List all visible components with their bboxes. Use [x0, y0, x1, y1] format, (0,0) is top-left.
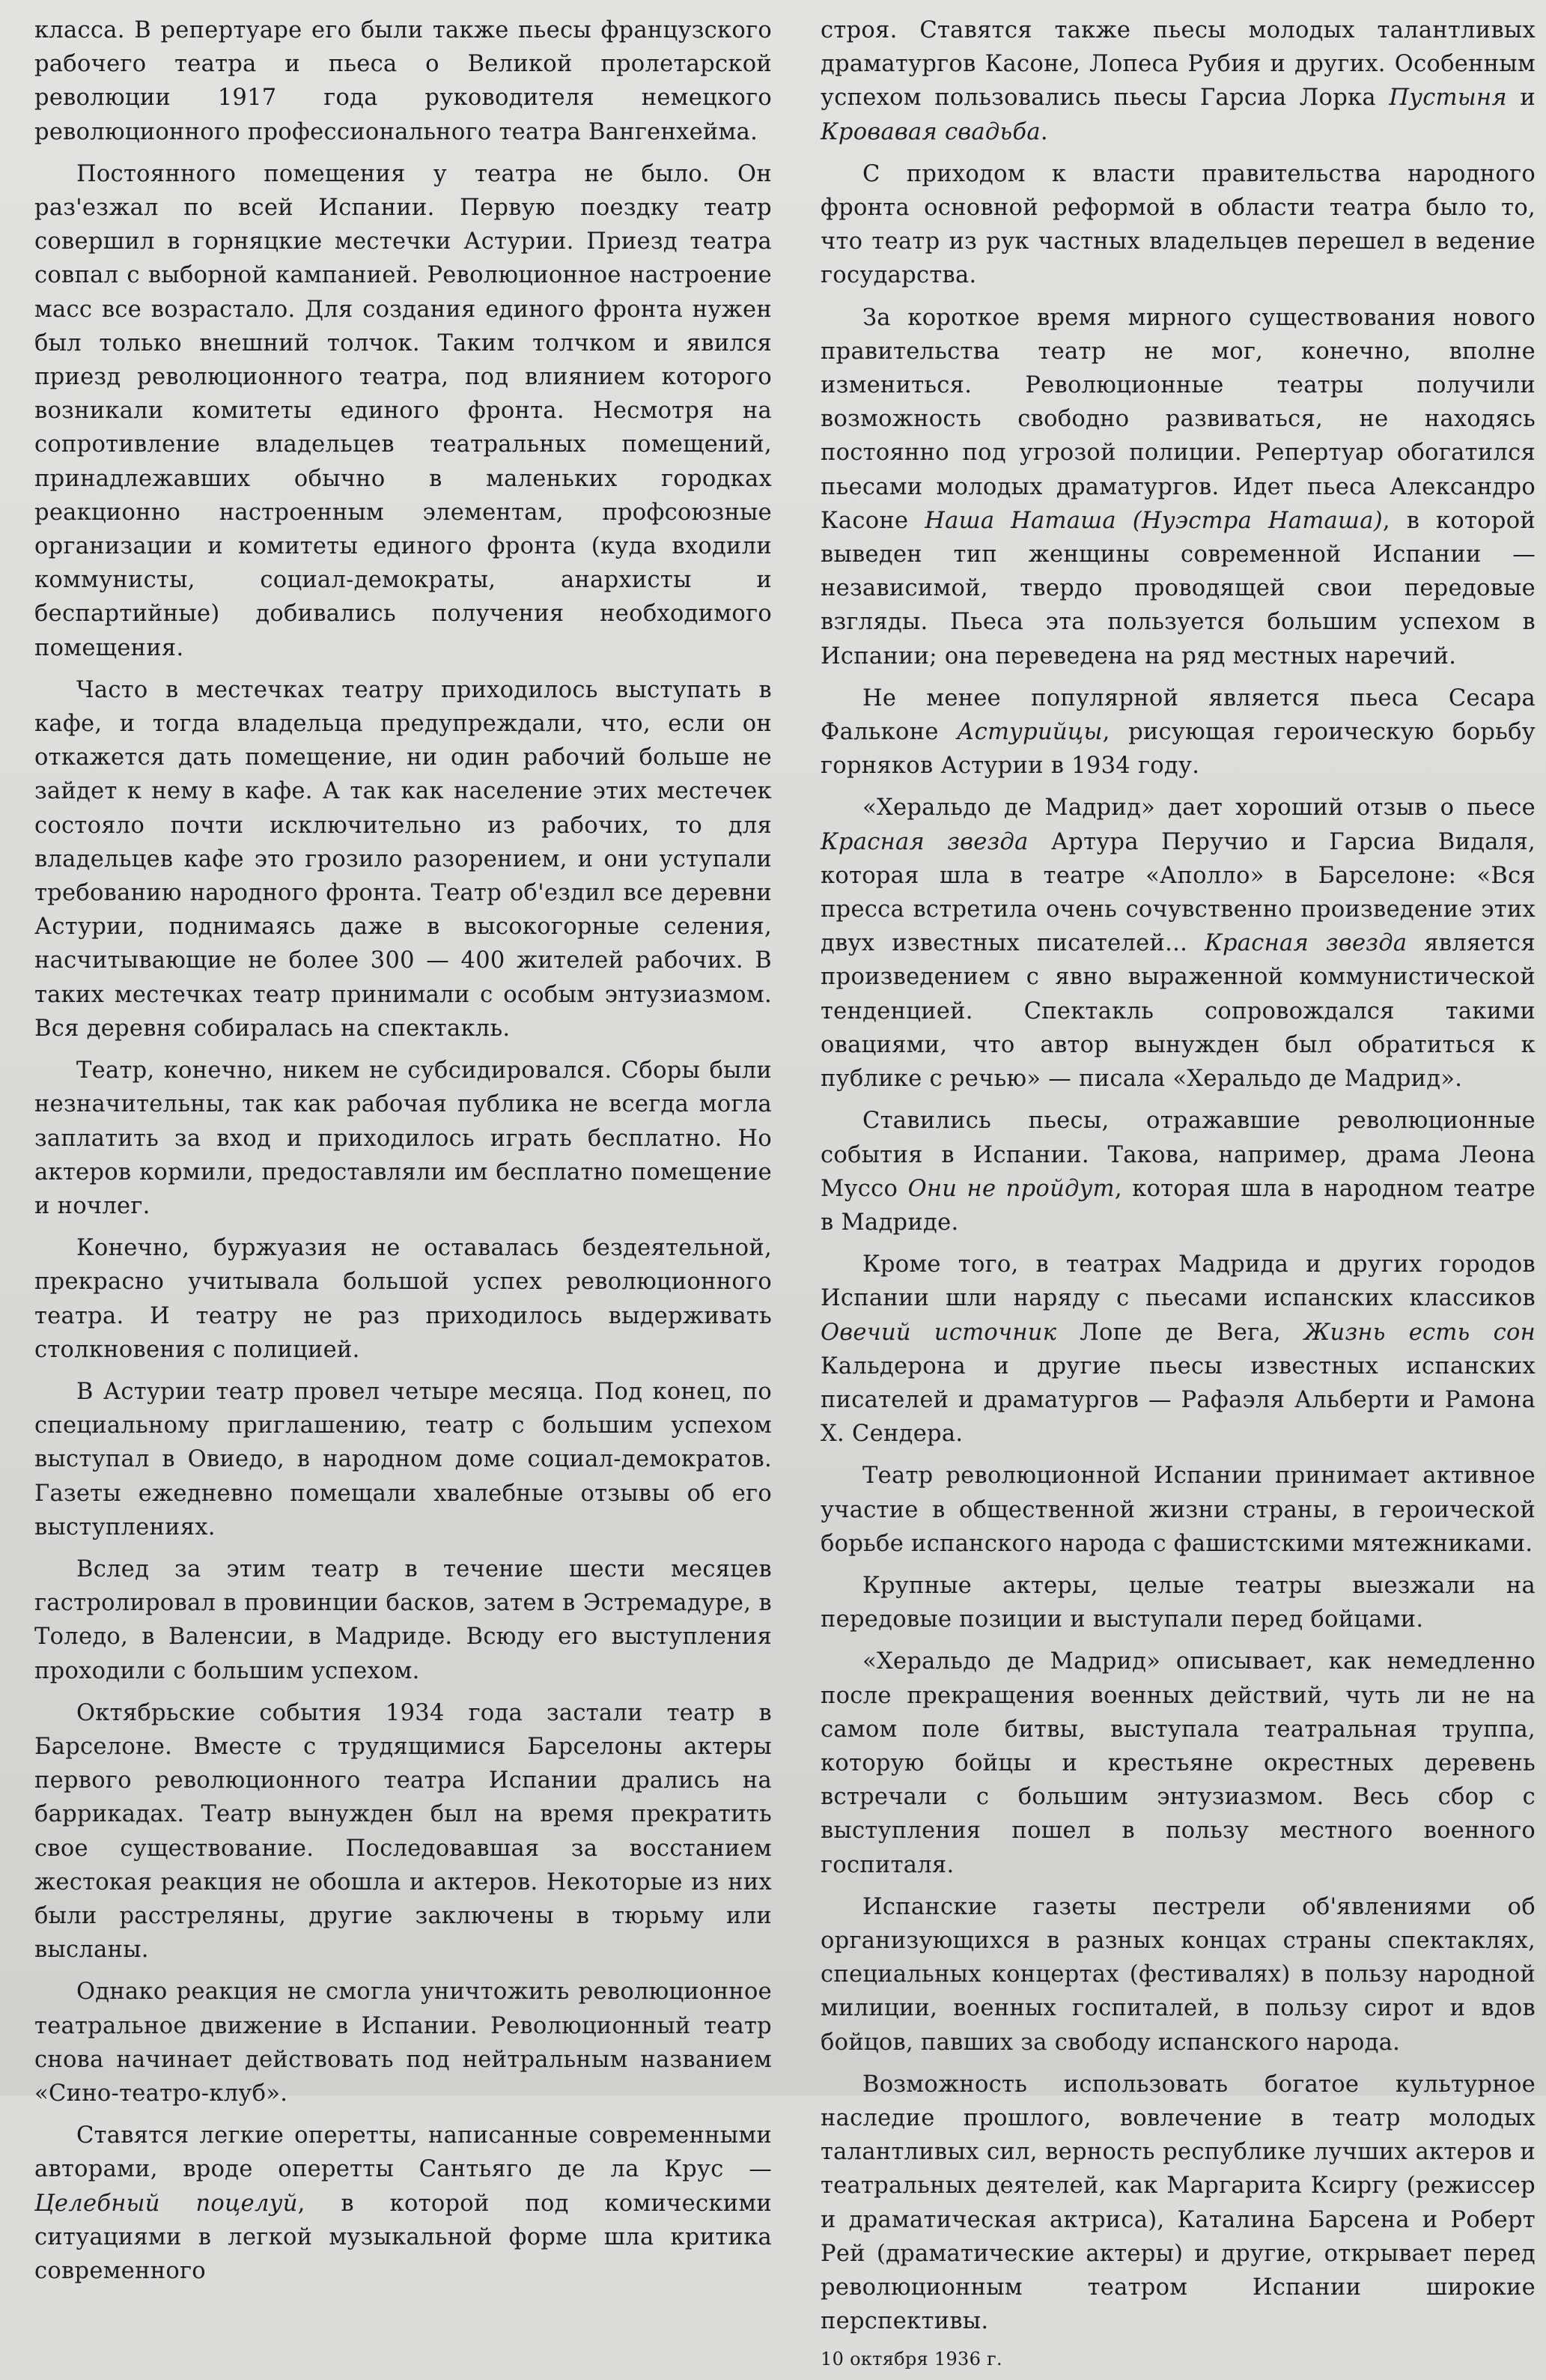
paragraph: Конечно, буржуазия не оставалась бездеятельной, прекрасно учитывала большой успех революционного театра. И театру не раз приходилось выдерживать столкновения с полицией.	[34, 1235, 772, 1363]
paragraph: В Астурии театр провел четыре месяца. Под конец, по специальному приглашению, театр с большим успехом выступал в Овиедо, в народном доме социал-демократов. Газеты ежедневно помещали хвалебные отзывы об его выступлениях.	[34, 1378, 772, 1540]
left-column	[34, 13, 772, 2296]
paragraph: Испанские газеты пестрели об'явлениями об организующихся в разных концах страны спектаклях, специальных концертах (фестивалях) в пользу народной милиции, военных госпиталей, в пользу сирот и вдов бойцов, павших за свободу испанского народа.	[821, 1893, 1536, 2056]
paragraph: Театр, конечно, никем не субсидировался. Сборы были незначительны, так как рабочая публика не всегда могла заплатить за вход и приходилось играть бесплатно. Но актеров кормили, предоставляли им бесплатно помещение и ночлег.	[34, 1057, 772, 1219]
play-title: Наша Наташа (Нуэстра Наташа)	[925, 507, 1383, 534]
paragraph: Часто в местечках театру приходилось выступать в кафе, и тогда владельца предупреждали, что, если он откажется дать помещение, ни один рабочий больше не зайдет к нему в кафе. А так как население этих местечек состояло почти исключительно из рабочих, то для владельцев кафе это грозило разорением, и они уступали требованию народного фронта. Театр об'ездил все деревни Астурии, поднимаясь даже в высокогорные селения, насчитывающие не более 300 — 400 жителей рабочих. В таких местечках театр принимали с особым энтузиазмом. Вся деревня собиралась на спектакль.	[34, 676, 772, 1042]
article-date: 10 октября 1936 г.	[821, 2349, 1002, 2370]
text-run: Ставятся легкие оперетты, написанные современными авторами, вроде оперетты Сантьяго де ла Крус —	[34, 2122, 772, 2183]
play-title: Пустыня	[1389, 85, 1507, 112]
paragraph: Однако реакция не смогла уничтожить революционное театральное движение в Испании. Революционный театр снова начинает действовать под нейтральным названием «Сино-театро-клуб».	[34, 1979, 772, 2107]
paragraph	[821, 681, 1536, 783]
paragraph: класса. В репертуаре его были также пьесы французского рабочего театра и пьеса о Великой пролетарской революции 1917 года руководителя немецкого революционного профессионального театра Вангенхейма.	[34, 17, 772, 145]
play-title: Астурийцы	[957, 719, 1103, 746]
text-run: «Херальдо де Мадрид» дает хороший отзыв о пьесе	[862, 795, 1536, 822]
paragraph: Постоянного помещения у театра не было. Он раз'езжал по всей Испании. Первую поездку театр совершил в горняцкие местечки Астурии. Приезд театра совпал с выборной кампанией. Революционное настроение масс все возрастало. Для создания единого фронта нужен был только внешний толчок. Таким толчком и явился приезд революционного театра, под влиянием которого возникали комитеты единого фронта. Несмотря на сопротивление владельцев театральных помещений, принадлежавших обычно в маленьких городках реакционно настроенным элементам, профсоюзные организации и комитеты единого фронта (куда входили коммунисты, социал-демократы, анархисты и беспартийные) добивались получения необходимого помещения.	[34, 160, 772, 661]
text-run: Артура Перучио и Гарсиа Видаля, которая шла в театре «Аполло» в Барселоне: «Вся пресса встретила очень сочувственно произведение этих двух известных писателей...	[821, 828, 1536, 957]
text-run: , которая шла в народном театре в Мадриде.	[821, 1175, 1536, 1236]
paragraph: Октябрьские события 1934 года застали театр в Барселоне. Вместе с трудящимися Барселоны актеры первого революционного театра Испании дрались на баррикадах. Театр вынужден был на время прекратить свое существование. Последовавшая за восстанием жестокая реакция не обошла и актеров. Некоторые из них были расстреляны, другие заключены в тюрьму или высланы.	[34, 1699, 772, 1964]
paragraph: Крупные актеры, целые театры выезжали на передовые позиции и выступали перед бойцами.	[821, 1572, 1536, 1633]
text-run: .	[1040, 118, 1048, 145]
paragraph: С приходом к власти правительства народного фронта основной реформой в области театра было то, что театр из рук частных владельцев перешел в ведение государства.	[821, 160, 1536, 289]
paragraph	[821, 1104, 1536, 1239]
text-run: , в которой под комическими ситуациями в легкой музыкальной форме шла критика современного	[34, 2190, 772, 2284]
paragraph	[821, 13, 1536, 149]
text-run: Не менее популярной является пьеса Сесара Фальконе	[821, 684, 1536, 746]
text-run: является произведением с явно выраженной коммунистической тенденцией. Спектакль сопровождался такими овациями, что автор вынужден был обратиться к публике с речью» — писала «Херальдо де Мадрид».	[821, 930, 1536, 1093]
play-title: Красная звезда	[821, 828, 1029, 855]
text-run: , в которой выведен тип женщины современной Испании — независимой, твердо проводящей свои передовые взгляды. Пьеса эта пользуется большим успехом в Испании; она переведена на ряд местных наречий.	[821, 507, 1536, 670]
text-run: За короткое время мирного существования нового правительства театр не мог, конечно, вполне измениться. Революционные театры получили возможность свободно развиваться, не находясь постоянно под угрозой полиции. Репертуар обогатился пьесами молодых драматургов. Идет пьеса Александро Касоне	[821, 304, 1536, 534]
paragraph: Театр революционной Испании принимает активное участие в общественной жизни страны, в героической борьбе испанского народа с фашистскими мятежниками.	[821, 1463, 1536, 1557]
text-run: и	[1506, 85, 1536, 112]
play-title: Овечий источник	[821, 1319, 1057, 1346]
paragraph	[34, 2119, 772, 2288]
paragraph: «Херальдо де Мадрид» описывает, как немедленно после прекращения военных действий, чуть ли не на самом поле битвы, выступала театральная труппа, которую бойцы и крестьяне окрестных деревень встречали с большим энтузиазмом. Весь сбор с выступления пошел в пользу местного военного госпиталя.	[821, 1648, 1536, 1878]
text-run: Кроме того, в театрах Мадрида и других городов Испании шли наряду с пьесами испанских классиков	[821, 1251, 1536, 1312]
text-run: , рисующая героическую борьбу горняков Астурии в 1934 году.	[821, 719, 1536, 780]
paragraph: Вслед за этим театр в течение шести месяцев гастролировал в провинции басков, затем в Эстремадуре, в Толедо, в Валенсии, в Мадриде. Всюду его выступления проходили с большим успехом.	[34, 1555, 772, 1684]
paragraph	[821, 791, 1536, 1096]
text-run: строя. Ставятся также пьесы молодых талантливых драматургов Касоне, Лопеса Рубия и других. Особенным успехом пользовались пьесы Гарсиа Лорка	[821, 17, 1536, 112]
paragraph	[821, 1248, 1536, 1451]
text-run: Лопе де Вега,	[1056, 1319, 1304, 1346]
paragraph: Возможность использовать богатое культурное наследие прошлого, вовлечение в театр молодых талантливых сил, верность республике лучших актеров и театральных деятелей, как Маргарита Ксиргу (режиссер и драматическая актриса), Каталина Барсена и Роберт Рей (драматические актеры) и другие, открывает перед революционным театром Испании широкие перспективы.	[821, 2071, 1536, 2335]
paragraph	[821, 301, 1536, 673]
text-run: Кальдерона и другие пьесы известных испанских писателей и драматургов — Рафаэля Альберти и Рамона X. Сендера.	[821, 1353, 1536, 1448]
right-column	[821, 13, 1536, 2380]
play-title: Целебный поцелуй	[34, 2190, 298, 2217]
play-title: Красная звезда	[1205, 930, 1407, 957]
play-title: Кровавая свадьба	[821, 118, 1041, 145]
play-title: Они не пройдут	[907, 1175, 1115, 1202]
play-title: Жизнь есть сон	[1303, 1319, 1536, 1346]
text-run: Ставились пьесы, отражавшие революционные события в Испании. Такова, например, драма Леона Муссо	[821, 1108, 1536, 1202]
